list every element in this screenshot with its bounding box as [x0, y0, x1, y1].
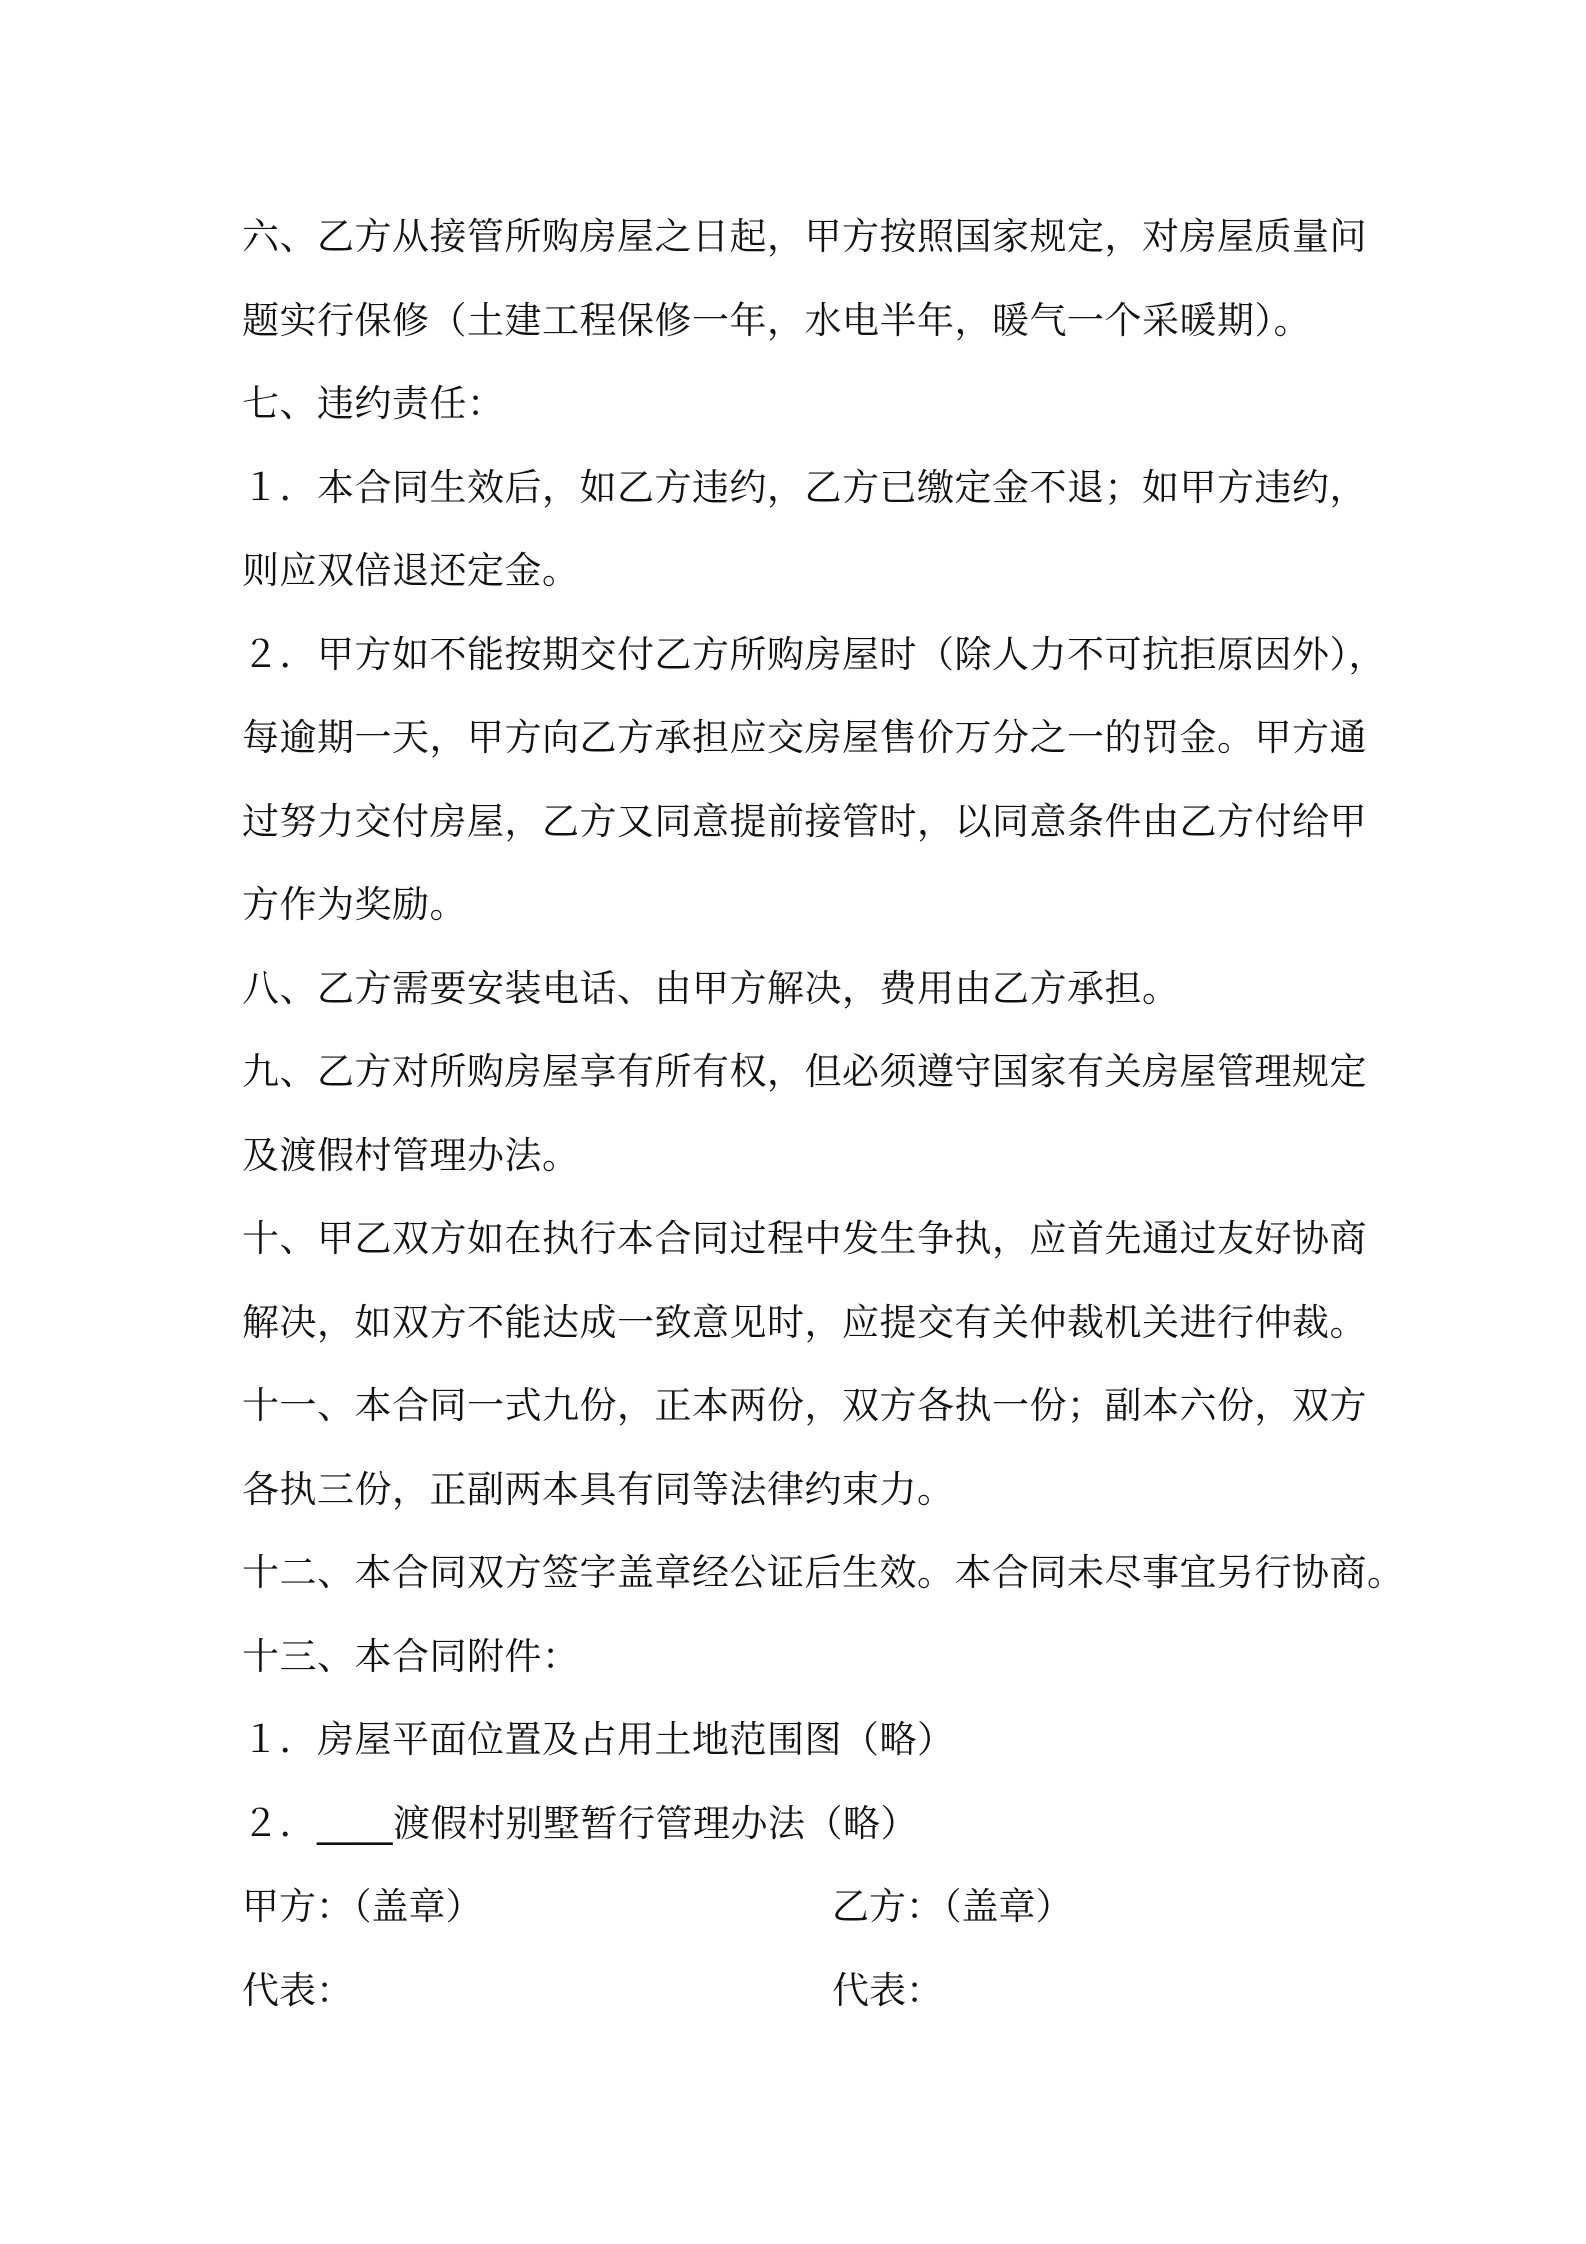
text-line-16: 各执三份，正副两本具有同等法律约束力。	[242, 1467, 955, 1511]
text-line-10: 八、乙方需要安装电话、由甲方解决，费用由乙方承担。	[242, 966, 1180, 1010]
text-line-8: 过努力交付房屋，乙方又同意提前接管时，以同意条件由乙方付给甲	[242, 799, 1367, 843]
signature-representative-row	[242, 1949, 1362, 2033]
text-line-5: 则应双倍退还定金。	[242, 549, 580, 592]
attachment-item-1: １．房屋平面位置及占用土地范围图（略）	[242, 1718, 955, 1761]
text-line-6: ２．甲方如不能按期交付乙方所购房屋时（除人力不可抗拒原因外），	[242, 632, 1386, 676]
text-line-2: 题实行保修（土建工程保修一年，水电半年，暖气一个采暖期）。	[242, 298, 1311, 342]
text-line-15: 十一、本合同一式九份，正本两份，双方各执一份；副本六份，双方	[242, 1384, 1367, 1427]
text-line-4: １．本合同生效后，如乙方违约，乙方已缴定金不退；如甲方违约，	[242, 465, 1367, 509]
text-line-9: 方作为奖励。	[242, 883, 467, 926]
text-line-12: 及渡假村管理办法。	[242, 1133, 580, 1177]
text-line-11: 九、乙方对所购房屋享有所有权，但必须遵守国家有关房屋管理规定	[242, 1050, 1367, 1093]
text-line-7: 每逾期一天，甲方向乙方承担应交房屋售价万分之一的罚金。甲方通	[242, 716, 1367, 759]
text-line-17: 十二、本合同双方签字盖章经公证后生效。本合同未尽事宜另行协商。	[242, 1551, 1405, 1594]
text-line-13: 十、甲乙双方如在执行本合同过程中发生争执，应首先通过友好协商	[242, 1217, 1367, 1260]
document-page	[242, 195, 1405, 2032]
party-b-representative-label: 代表：	[832, 1968, 943, 2012]
party-a-seal-label: 甲方：（盖章）	[242, 1885, 483, 1928]
party-a-representative-label: 代表：	[242, 1968, 353, 2012]
text-line-14: 解决，如双方不能达成一致意见时，应提交有关仲裁机关进行仲裁。	[242, 1300, 1367, 1344]
signature-seal-row	[242, 1865, 1362, 1949]
text-line-1: 六、乙方从接管所购房屋之日起，甲方按照国家规定，对房屋质量问	[242, 215, 1367, 258]
attachment-item-2: ２．____渡假村别墅暂行管理办法（略）	[242, 1801, 918, 1845]
party-b-seal-label: 乙方：（盖章）	[832, 1885, 1073, 1928]
section-heading-7: 七、违约责任：	[242, 382, 505, 425]
section-heading-13: 十三、本合同附件：	[242, 1634, 580, 1678]
